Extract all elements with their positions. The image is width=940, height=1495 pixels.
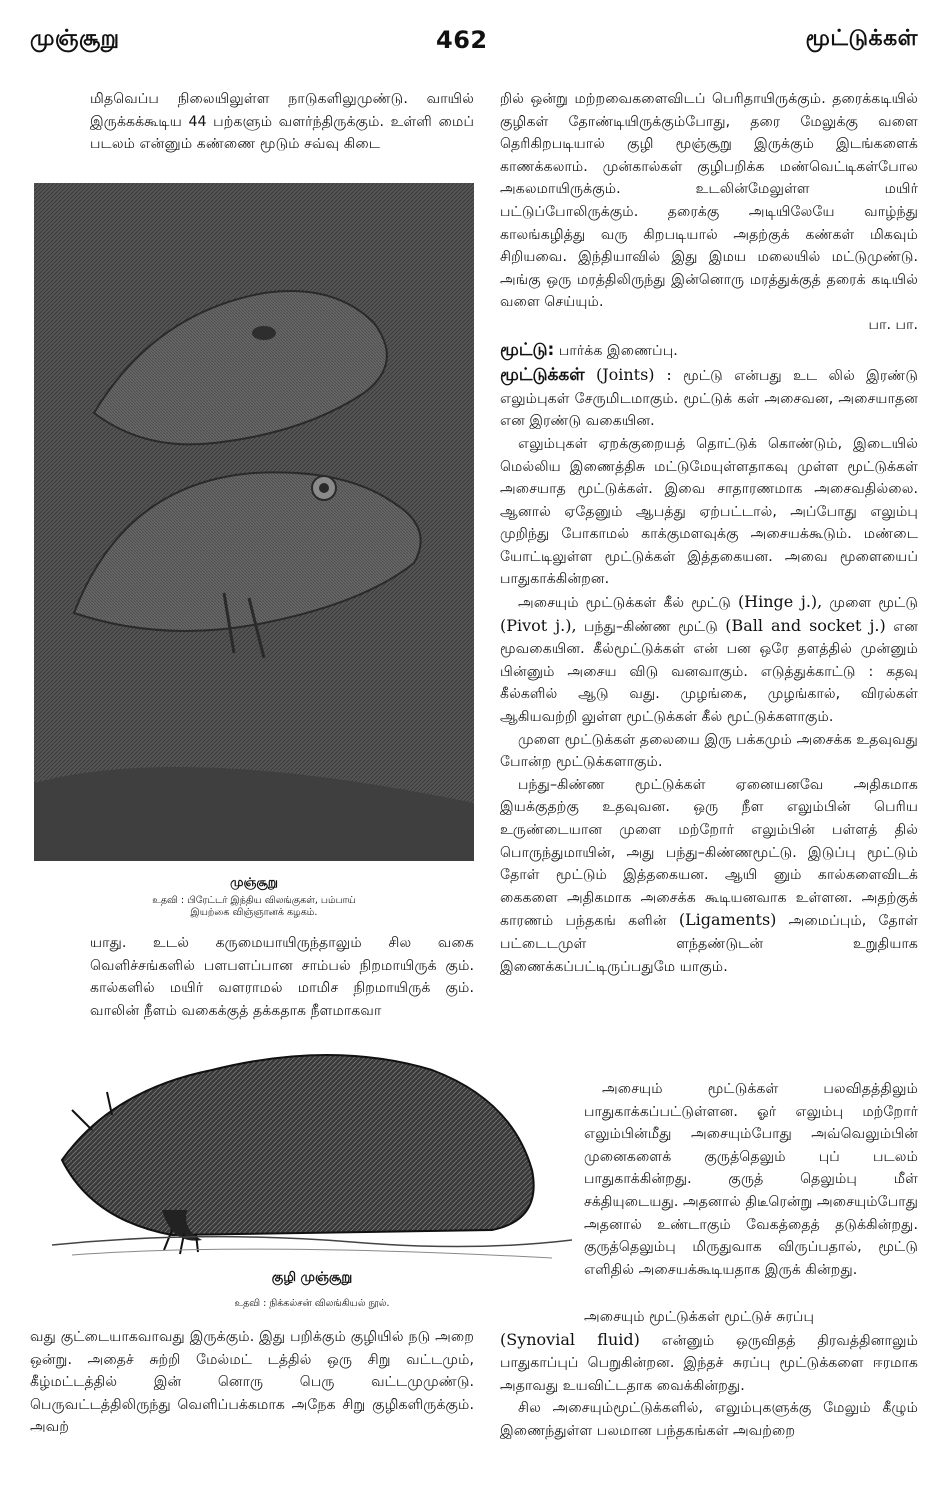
left-end-paragraph: வது குட்டையாகவாவது இருக்கும். இது பறிக்கும் குழியில் நடு அறை ஒன்று. அதைச் சுற்றி மேல்மட் டத்தில் ஒரு சிறு வட்டமும், கீழ்மட்டத்தில் இன் னொரு பெரு வட்டமுமுண்டு. பெருவட்டத்திலிருந்து வெளிப்பக்கமாக அநேக சிறு குழிகளிருக்கும். அவற் bbox=[30, 1329, 474, 1436]
p1-author-initials: பா. பா. bbox=[868, 316, 918, 333]
entry-moottukkal: மூட்டுக்கள் (Joints) : மூட்டு என்பது உட லில் இரண்டு எலும்புகள் சேருமிடமாகும். மூட்டுக் கள் அசைவன, அசையாதன என இரண்டு வகையின. bbox=[500, 365, 919, 430]
left-paragraph-after-figure1: யாது. உடல் கருமையாயிருந்தாலும் சில வகை வெளிச்சங்களில் பளபளப்பான சாம்பல் நிறமாயிருக் கும். கால்களில் மயிர் வளராமல் மாமிச நிறமாயிருக் கும். வாலின் நீளம் வகைக்குத் தக்கதாக நீளமாகவா bbox=[90, 935, 474, 1019]
paragraph-immovable-joints: எலும்புகள் ஏறக்குறையத் தொட்டுக் கொண்டும், இடையில் மெல்லிய இணைத்திசு மட்டுமேயுள்ளதாகவு முள்ள மூட்டுக்கள் அசையாத மூட்டுக்கள். இவை சாதாரணமாக அசைவதில்லை. ஆனால் ஏதேனும் ஆபத்து ஏற்பட்டால், அப்போது எலும்பு முறிந்து போகாமல் காக்குமளவுக்கு அசையக்கூடும். மண்டை யோட்டிலுள்ள மூட்டுக்கள் இத்தகையன. அவை மூளையைப் பாதுகாக்கின்றன. bbox=[500, 435, 918, 588]
paragraph-pivot-joints: முளை மூட்டுக்கள் தலையை இரு பக்கமும் அசைக்க உதவுவது போன்ற மூட்டுக்களாகும். bbox=[500, 731, 918, 771]
entry-moottu: மூட்டு: பார்க்க இணைப்பு. bbox=[500, 339, 678, 360]
running-head-left: முஞ்சூறு bbox=[30, 26, 120, 51]
right-column-upper: றில் ஒன்று மற்றவைகளைவிடப் பெரிதாயிருக்கும். தரைக்கடியில் குழிகள் தோண்டியிருக்கும்போது, தரை மேலுக்கு வளை தெரிகிறபடியால் குழி மூஞ்சூறு இருக்கும் இடங்களைக் காணக்கலாம். முன்கால்கள் குழிபறிக்க மண்வெட்டிகள்போல அகலமாயிருக்கும். உடலின்மேலுள்ள மயிர் பட்டுப்போலிருக்கும். தரைக்கு அடியிலேயே வாழ்ந்து காலங்கழித்து வரு கிறபடியால் அதற்குக் கண்கள் மிகவும் சிறியவை. இந்தியாவில் இது இமய மலையில் மட்டுமுண்டு. அங்கு ஒரு மரத்திலிருந்து இன்னொரு மரத்துக்குத் தரைக் கடியில் வளை செய்யும். பா. பா. மூட்டு: பார்க்க இணைப்பு. மூட்டுக்கள் (Joints) : மூட்டு என்பது உட லில் இரண்டு எலும்புகள் சேருமிடமாகும். மூட்டுக் கள் அசைவன, அசையாதன என இரண்டு வகையின. எலும்புகள் ஏறக்குறையத் தொட்டுக் கொண்டும், இடையில் மெல்லிய இணைத்திசு மட்டுமேயுள்ளதாகவு முள்ள மூட்டுக்கள் அசையாத மூட்டுக்கள். இவை சாதாரணமாக அசைவதில்லை. ஆனால் ஏதேனும் ஆபத்து ஏற்பட்டால், அப்போது எலும்பு முறிந்து போகாமல் காக்குமளவுக்கு அசையக்கூடும். மண்டை யோட்டிலுள்ள மூட்டுக்கள் இத்தகையன. அவை மூளையைப் பாதுகாக்கின்றன. அசையும் மூட்டுக்கள் கீல் மூட்டு (Hinge j.), முளை மூட்டு (Pivot j.), பந்து–கிண்ண மூட்டு (Ball and socket j.) என மூவகையின. கீல்மூட்டுக்கள் என் பன ஒரே தளத்தில் முன்னும் பின்னும் அசைய விடு வனவாகும். எடுத்துக்காட்டு : கதவு கீல்களில் ஆடு வது. முழங்கை, முழங்கால், விரல்கள் ஆகியவற்றி லுள்ள மூட்டுக்கள் கீல் மூட்டுக்களாகும். முளை மூட்டுக்கள் தலையை இரு பக்கமும் அசைக்க உதவுவது போன்ற மூட்டுக்களாகும். பந்து–கிண்ண மூட்டுக்கள் ஏனையனவே அதிகமாக இயக்குதற்கு உதவுவன. ஒரு நீள எலும்பின் பெரிய உருண்டையான முளை மற்றோர் எலும்பின் பள்ளத் தில் பொருந்துமாயின், அது பந்து–கிண்ணமூட்டு. இடுப்பு மூட்டும் தோள் மூட்டும் இத்தகையன. ஆயி னும் கால்களைவிடக் கைகளை அதிகமாக அசைக்க கூடியனவாக உள்ளன. அதற்குக் காரணம் பந்தகங் களின் (Ligaments) அமைப்பும், தோள் பட்டைடமுள் ளந்தண்டுடன் உறுதியாக இணைக்கப்பட்டிருப்பதுமே யாகும். bbox=[500, 88, 918, 978]
mole-illustration bbox=[52, 1030, 572, 1275]
figure2-caption: குழி முஞ்சூறு bbox=[271, 1270, 353, 1285]
paragraph-synovial-cont: (Synovial fluid) என்னும் ஒருவிதத் திரவத்தினாலும் பாதுகாப்புப் பெறுகின்றன. இந்தச் சுரப்பு மூட்டுக்களை ஈரமாக அதாவது உயவிட்டதாக வைக்கின்றது. bbox=[500, 1329, 918, 1394]
mole-engraving bbox=[52, 1030, 572, 1275]
paragraph-ligaments: சில அசையும்மூட்டுக்களில், எலும்புகளுக்கு மேலும் கீழும் இணைந்துள்ள பலமான பந்தகங்கள் அவற்றை bbox=[500, 1400, 918, 1439]
left-intro-paragraph: மிதவெப்ப நிலையிலுள்ள நாடுகளிலுமுண்டு. வாயில் இருக்கக்கூடிய 44 பற்களும் வளர்ந்திருக்கும். உள்ளி மைப் படலம் என்னும் கண்ணை மூடும் சவ்வு கிடை bbox=[90, 91, 474, 153]
figure1-caption: முஞ்சூறு bbox=[230, 875, 278, 889]
paragraph-synovial: அசையும் மூட்டுக்கள் மூட்டுச் சுரப்பு bbox=[584, 1309, 814, 1325]
right-column-narrow bbox=[584, 1078, 918, 1281]
paragraph-movable-joint-types: அசையும் மூட்டுக்கள் கீல் மூட்டு (Hinge j.), முளை மூட்டு (Pivot j.), பந்து–கிண்ண மூட்டு (Ball and socket j.) என மூவகையின. கீல்மூட்டுக்கள் என் பன ஒரே தளத்தில் முன்னும் பின்னும் அசைய விடு வனவாகும். எடுத்துக்காட்டு : கதவு கீல்களில் ஆடு வது. முழங்கை, முழங்கால், விரல்கள் ஆகியவற்றி லுள்ள மூட்டுக்கள் கீல் மூட்டுக்களாகும். bbox=[500, 592, 918, 726]
shrew-photo-illustration bbox=[34, 183, 474, 861]
figure1-credit: உதவி : பிரேட்டர் இந்திய விலங்குகள், பம்பாய் இயற்கை விஞ்ஞானக் கழகம். bbox=[152, 895, 356, 918]
paragraph-ball-socket: பந்து–கிண்ண மூட்டுக்கள் ஏனையனவே அதிகமாக இயக்குதற்கு உதவுவன. ஒரு நீள எலும்பின் பெரிய உருண்டையான முளை மற்றோர் எலும்பின் பள்ளத் தில் பொருந்துமாயின், அது பந்து–கிண்ணமூட்டு. இடுப்பு மூட்டும் தோள் மூட்டும் இத்தகையன. ஆயி னும் கால்களைவிடக் கைகளை அதிகமாக அசைக்க கூடியனவாக உள்ளன. அதற்குக் காரணம் பந்தகங் களின் (Ligaments) அமைப்பும், தோள் பட்டைடமுள் ளந்தண்டுடன் உறுதியாக இணைக்கப்பட்டிருப்பதுமே யாகும். bbox=[500, 776, 918, 975]
running-head-right: மூட்டுக்கள் bbox=[805, 26, 918, 51]
shrew-photo-plate bbox=[34, 183, 474, 861]
right-column-bottom bbox=[500, 1306, 918, 1443]
figure2-credit: உதவி : நிக்கல்சன் விலங்கியல் நூல். bbox=[234, 1298, 390, 1309]
paragraph-cartilage: அசையும் மூட்டுக்கள் பலவிதத்திலும் பாதுகாக்கப்பட்டுள்ளன. ஓர் எலும்பு மற்றோர் எலும்பின்மீது அசையும்போது அவ்வெலும்பின் முனைகளைக் குருத்தெலும் புப் படலம் பாதுகாக்கின்றது. குருத் தெலும்பு மீள் சக்தியுடையது. அதனால் திடீரென்று அசையும்போது அதனால் உண்டாகும் வேகத்தைத் தடுக்கின்றது. குருத்தெலும்பு மிருதுவாக விருப்பதால், மூட்டு எளிதில் அசையக்கூடியதாக இருக் கின்றது. bbox=[584, 1081, 918, 1278]
page-number: 462 bbox=[436, 26, 488, 54]
